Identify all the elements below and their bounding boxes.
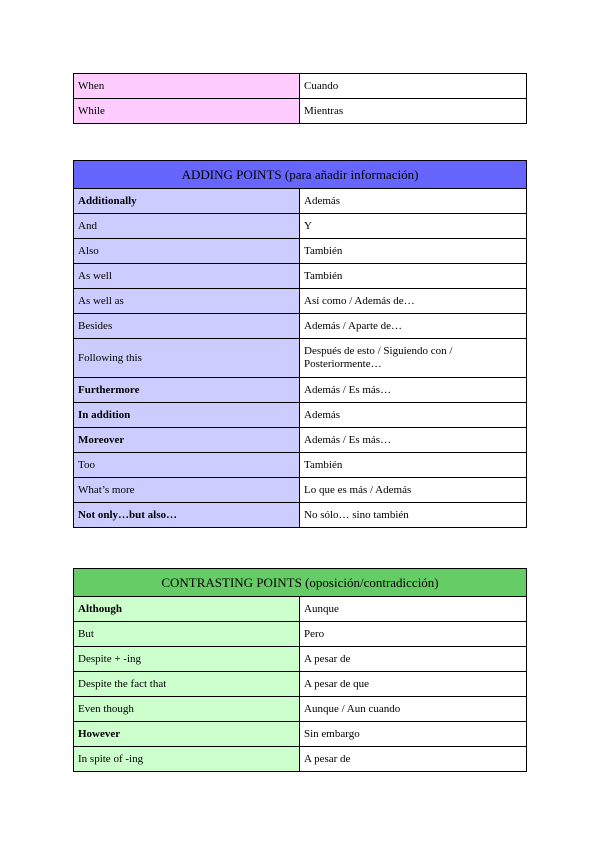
spanish-translation: Además / Es más… bbox=[300, 428, 527, 453]
english-term: When bbox=[74, 74, 300, 99]
table-row bbox=[74, 697, 527, 722]
table-row bbox=[74, 428, 527, 453]
english-term: What’s more bbox=[74, 478, 300, 503]
english-term: Moreover bbox=[74, 428, 300, 453]
english-term: While bbox=[74, 99, 300, 124]
table-row bbox=[74, 239, 527, 264]
table-row bbox=[74, 214, 527, 239]
english-term: Despite + -ing bbox=[74, 647, 300, 672]
spanish-translation: También bbox=[300, 453, 527, 478]
spanish-translation: Mientras bbox=[300, 99, 527, 124]
english-term: Too bbox=[74, 453, 300, 478]
spanish-translation: Lo que es más / Además bbox=[300, 478, 527, 503]
spanish-translation: Sin embargo bbox=[300, 722, 527, 747]
adding-points-title: ADDING POINTS (para añadir información) bbox=[74, 161, 527, 189]
english-term: In spite of -ing bbox=[74, 747, 300, 772]
table-row bbox=[74, 264, 527, 289]
table-row bbox=[74, 503, 527, 528]
spanish-translation: Además bbox=[300, 403, 527, 428]
time-connectors-table bbox=[73, 73, 527, 124]
spanish-translation: Además / Aparte de… bbox=[300, 314, 527, 339]
english-term: Also bbox=[74, 239, 300, 264]
spanish-translation: Después de esto / Siguiendo con / Posteriormente… bbox=[300, 339, 527, 378]
table-row bbox=[74, 289, 527, 314]
spanish-translation: A pesar de que bbox=[300, 672, 527, 697]
spanish-translation: Así como / Además de… bbox=[300, 289, 527, 314]
table-row bbox=[74, 747, 527, 772]
english-term: Not only…but also… bbox=[74, 503, 300, 528]
table-row bbox=[74, 672, 527, 697]
spanish-translation: Aunque / Aun cuando bbox=[300, 697, 527, 722]
table-row bbox=[74, 378, 527, 403]
spanish-translation: También bbox=[300, 264, 527, 289]
spanish-translation: A pesar de bbox=[300, 647, 527, 672]
english-term: Although bbox=[74, 597, 300, 622]
english-term: Besides bbox=[74, 314, 300, 339]
english-term: Furthermore bbox=[74, 378, 300, 403]
spanish-translation: Aunque bbox=[300, 597, 527, 622]
spanish-translation: Pero bbox=[300, 622, 527, 647]
table-header-row bbox=[74, 161, 527, 189]
english-term: Even though bbox=[74, 697, 300, 722]
english-term: As well as bbox=[74, 289, 300, 314]
contrasting-points-title: CONTRASTING POINTS (oposición/contradicción) bbox=[74, 569, 527, 597]
spanish-translation: También bbox=[300, 239, 527, 264]
table-row bbox=[74, 478, 527, 503]
table-row bbox=[74, 74, 527, 99]
english-term: However bbox=[74, 722, 300, 747]
table-header-row bbox=[74, 569, 527, 597]
english-term: Additionally bbox=[74, 189, 300, 214]
table-row bbox=[74, 453, 527, 478]
table-row bbox=[74, 314, 527, 339]
spanish-translation: No sólo… sino también bbox=[300, 503, 527, 528]
table-row bbox=[74, 647, 527, 672]
english-term: As well bbox=[74, 264, 300, 289]
table-row bbox=[74, 339, 527, 378]
english-term: And bbox=[74, 214, 300, 239]
table-row bbox=[74, 622, 527, 647]
spanish-translation: Cuando bbox=[300, 74, 527, 99]
table-row bbox=[74, 722, 527, 747]
spanish-translation: Y bbox=[300, 214, 527, 239]
table-row bbox=[74, 189, 527, 214]
table-row bbox=[74, 597, 527, 622]
contrasting-points-table bbox=[73, 568, 527, 772]
english-term: But bbox=[74, 622, 300, 647]
adding-points-table bbox=[73, 160, 527, 528]
table-row bbox=[74, 99, 527, 124]
spanish-translation: Además / Es más… bbox=[300, 378, 527, 403]
table-row bbox=[74, 403, 527, 428]
english-term: In addition bbox=[74, 403, 300, 428]
english-term: Despite the fact that bbox=[74, 672, 300, 697]
english-term: Following this bbox=[74, 339, 300, 378]
spanish-translation: Además bbox=[300, 189, 527, 214]
spanish-translation: A pesar de bbox=[300, 747, 527, 772]
